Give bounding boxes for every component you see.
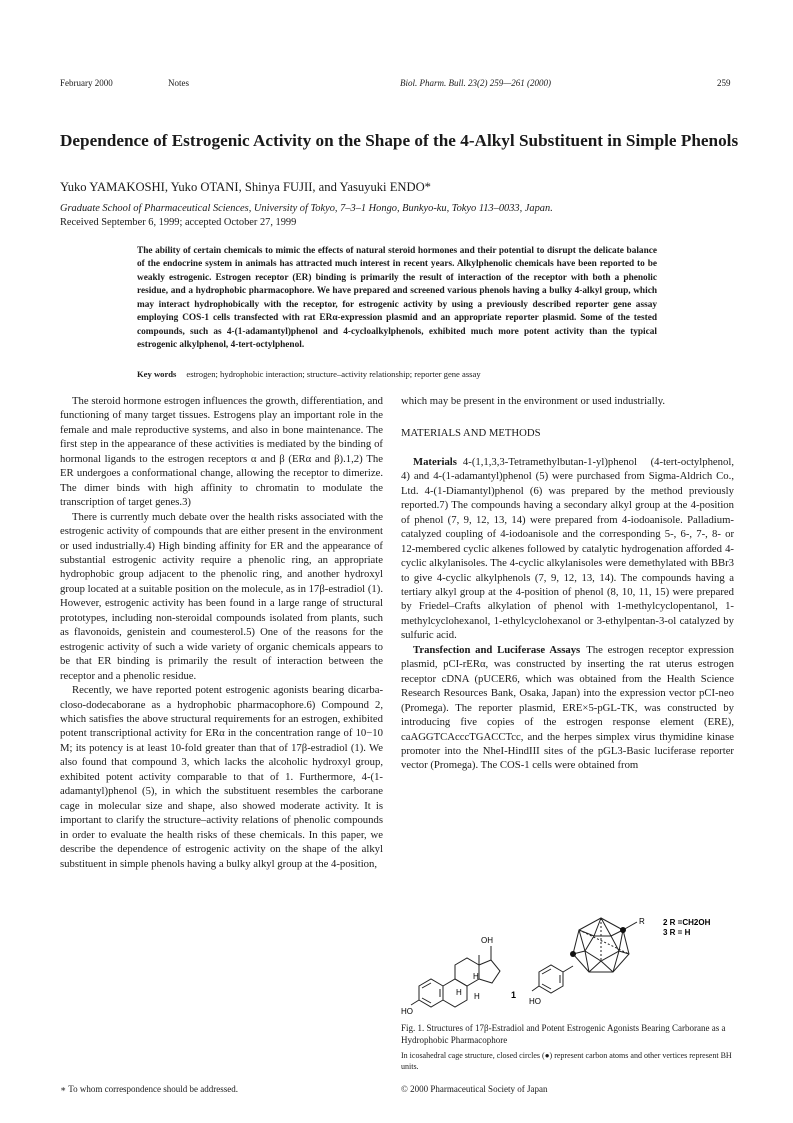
figure-note: In icosahedral cage structure, closed circles (●) represent carbon atoms and other vertices represent BH units.	[401, 1051, 732, 1071]
abstract: The ability of certain chemicals to mimic the effects of natural steroid hormones and their potential to disrupt the delicate balance of the endocrine system in animals has attracted much interest in recent years. Alkylphenolic chemicals have been reported to be weakly estrogenic. Estrogen receptor (ER) binding is primarily the result of interaction of the receptor with both a phenolic residue, and a hydrophobic pharmacophore. We have prepared and screened various phenols having a bulky 4-alkyl group, which may interact hydrophobically with the receptor, for estrogenic activity by using a previously described reporter gene assay employing COS-1 cells transfected with rat ERα-expression plasmid and an appropriate reporter plasmid. Some of the tested compounds, such as 4-(1-adamantyl)phenol and 4-cycloalkylphenols, exhibited much more potent activity than the typical estrogenic alkylphenol, 4-tert-octylphenol.	[137, 246, 657, 351]
received-dates: Received September 6, 1999; accepted October 27, 1999	[60, 217, 297, 228]
fig-label-ho-left: HO	[401, 1007, 413, 1016]
affiliation-block	[60, 202, 750, 230]
paper-title: Dependence of Estrogenic Activity on the Shape of the 4-Alkyl Substituent in Simple Phenols	[60, 131, 739, 150]
keywords-label: Key words	[137, 369, 177, 379]
fig-label-oh: OH	[481, 936, 493, 945]
fig-label-compound-3: 3 R = H	[663, 928, 691, 937]
figure-1-structures	[401, 858, 734, 1018]
right-column	[401, 394, 734, 773]
materials-paragraph	[401, 455, 734, 643]
fig-label-compound-2: 2 R =CH2OH	[663, 918, 711, 927]
body-paragraph: There is currently much debate over the health risks associated with the estrogenic activity of compounds that are either present in the environment or used industrially.4) High binding affinity for ER and the appearance of substantial estrogenic activity require a phenolic ring, an appropriate hydrophobic group adjacent to the phenolic ring, and another hydroxyl group located at a suitable position on the molecule, as in 17β-estradiol (1). However, estrogenic activity has been found in a large range of structural prototypes, including non-steroidal compounds isolated from plants, such as flavonoids, genistein and coumesterol.5) One of the reasons for the estrogenic activity of such a wide variety of organic chemicals appears to be that ER binding is primarily the result of interaction between the receptor and a phenolic residue.	[60, 510, 383, 682]
header-section: Notes	[168, 78, 189, 88]
fig-label-h2: H	[456, 988, 462, 997]
carborane-cage	[573, 918, 629, 972]
left-column	[60, 394, 383, 871]
transfection-heading: Transfection and Luciferase Assays	[413, 643, 581, 656]
correspondence-footnote: ∗ To whom correspondence should be addressed.	[60, 1084, 239, 1094]
header-date: February 2000	[60, 78, 113, 88]
affiliation: Graduate School of Pharmaceutical Sciences, University of Tokyo, 7–3–1 Hongo, Bunkyo-ku, Tokyo 113–0033, Japan.	[60, 203, 553, 214]
section-heading: MATERIALS AND METHODS	[401, 427, 541, 440]
transfection-paragraph	[401, 643, 734, 773]
carbon-atom-marker	[620, 927, 626, 933]
figure-caption: Fig. 1. Structures of 17β-Estradiol and Potent Estrogenic Agonists Bearing Carborane as a Hydrophobic Pharmacophore	[401, 1023, 726, 1045]
materials-text: 4-(1,1,3,3-Tetramethylbutan-1-yl)phenol (4-tert-octylphenol, 4) and 4-(1-adamantyl)phenol (5) were purchased from Sigma-Aldrich Co., Ltd. 4-(1-Diamantyl)phenol (6) was prepared by the method previously reported.7) The compounds having a secondary alkyl group at the 4-position of phenol (7, 9, 12, 13, 14) were prepared from 4-iodoanisole. Palladium-catalyzed coupling of 4-iodoanisole and the corresponding 5-, 6-, 7-, 8- or 12-membered cyclic alkenes followed by catalytic hydrogenation afforded 4-cyclic alkylanisoles. The 4-cyclic alkylanisoles were demethylated with BBr3 to give 4-cyclic alkylphenols (7, 9, 12, 13, 14). The compounds having a tertiary alkyl group at the 4-position of phenol (8, 10, 11, 15) were prepared by Friedel–Crafts alkylation of phenol with 1-methylcyclopentanol, 1-methylcyclohexanol, 1-ethylcyclohexanol or 3-ethylpentan-3-ol catalyzed by sulfuric acid.	[401, 455, 734, 642]
continuation-text: which may be present in the environment or used industrially.	[401, 395, 666, 407]
header-citation: Biol. Pharm. Bull. 23(2) 259—261 (2000)	[400, 78, 551, 88]
author-list: Yuko YAMAKOSHI, Yuko OTANI, Shinya FUJII, and Yasuyuki ENDO*	[60, 180, 431, 194]
fig-label-h1: H	[473, 972, 479, 981]
fig-label-r: R	[639, 917, 645, 926]
copyright-notice: © 2000 Pharmaceutical Society of Japan	[401, 1084, 548, 1094]
carbon-atom-marker	[570, 951, 576, 957]
keywords-line	[137, 369, 481, 379]
body-paragraph: The steroid hormone estrogen influences the growth, differentiation, and functioning of many target tissues. Estrogens play an important role in the female and male reproductive systems, and also in bone maintenance. The first step in the appearance of these activities is mediated by the binding of hormonal ligands to the estrogen receptors α and β (ERα and β).1,2) The ER undergoes a conformational change, allowing the receptor to dimerize. The dimer binds with high affinity to chromatin to modulate the transcription of target genes.3)	[60, 395, 383, 509]
header-page-number: 259	[717, 78, 731, 88]
ring-b	[443, 979, 467, 1007]
fig-label-ho-right: HO	[529, 997, 541, 1006]
materials-heading: Materials	[413, 455, 457, 468]
transfection-text: The estrogen receptor expression plasmid, pCI-rERα, was constructed by inserting the rat uterus estrogen receptor cDNA (pUCER6, which was obtained from the Health Science Research Resources Bank, Osaka, Japan) into the expression vector pCI-neo (Promega). The reporter plasmid, ERE×5-pGL-TK, was constructed by introducing five copies of the estrogen response element (ERE), caAGGTCAcccTGACCTcc, and the herpes simplex virus thymidine kinase promoter into the NheI-HindIII sites of the pGL3-Basic luciferase reporter vector (Promega). The COS-1 cells were obtained from	[401, 643, 734, 772]
fig-label-compound-1: 1	[511, 990, 517, 1000]
keywords-text: estrogen; hydrophobic interaction; structure–activity relationship; reporter gene assay	[186, 369, 481, 379]
ring-d	[479, 960, 500, 983]
body-paragraph: Recently, we have reported potent estrogenic agonists bearing dicarba-closo-dodecaborane as a hydrophobic pharmacophore.6) Compound 2, which satisfies the above structural requirements for an estrogen, exhibited potent transcriptional activity for ERα in the concentration range of 10−10 M; its potency is at least 10-fold greater than that of 17β-estradiol (1). We also found that compound 3, which lacks the alcoholic hydroxyl group, exhibited potent activity comparable to that of 1. Furthermore, 4-(1-adamantyl)phenol (5), in which the substituent resembles the carborane cage in molecular size and shape, also showed moderate activity. It is important to clarify the structure–activity relations of phenolic compounds in order to evaluate the health risks of these chemicals. In this paper, we describe the dependence of estrogenic activity on the shape of the alkyl substituent in simple phenols having a bulky alkyl group at the 4-position,	[60, 684, 383, 870]
fig-label-h3: H	[474, 992, 480, 1001]
